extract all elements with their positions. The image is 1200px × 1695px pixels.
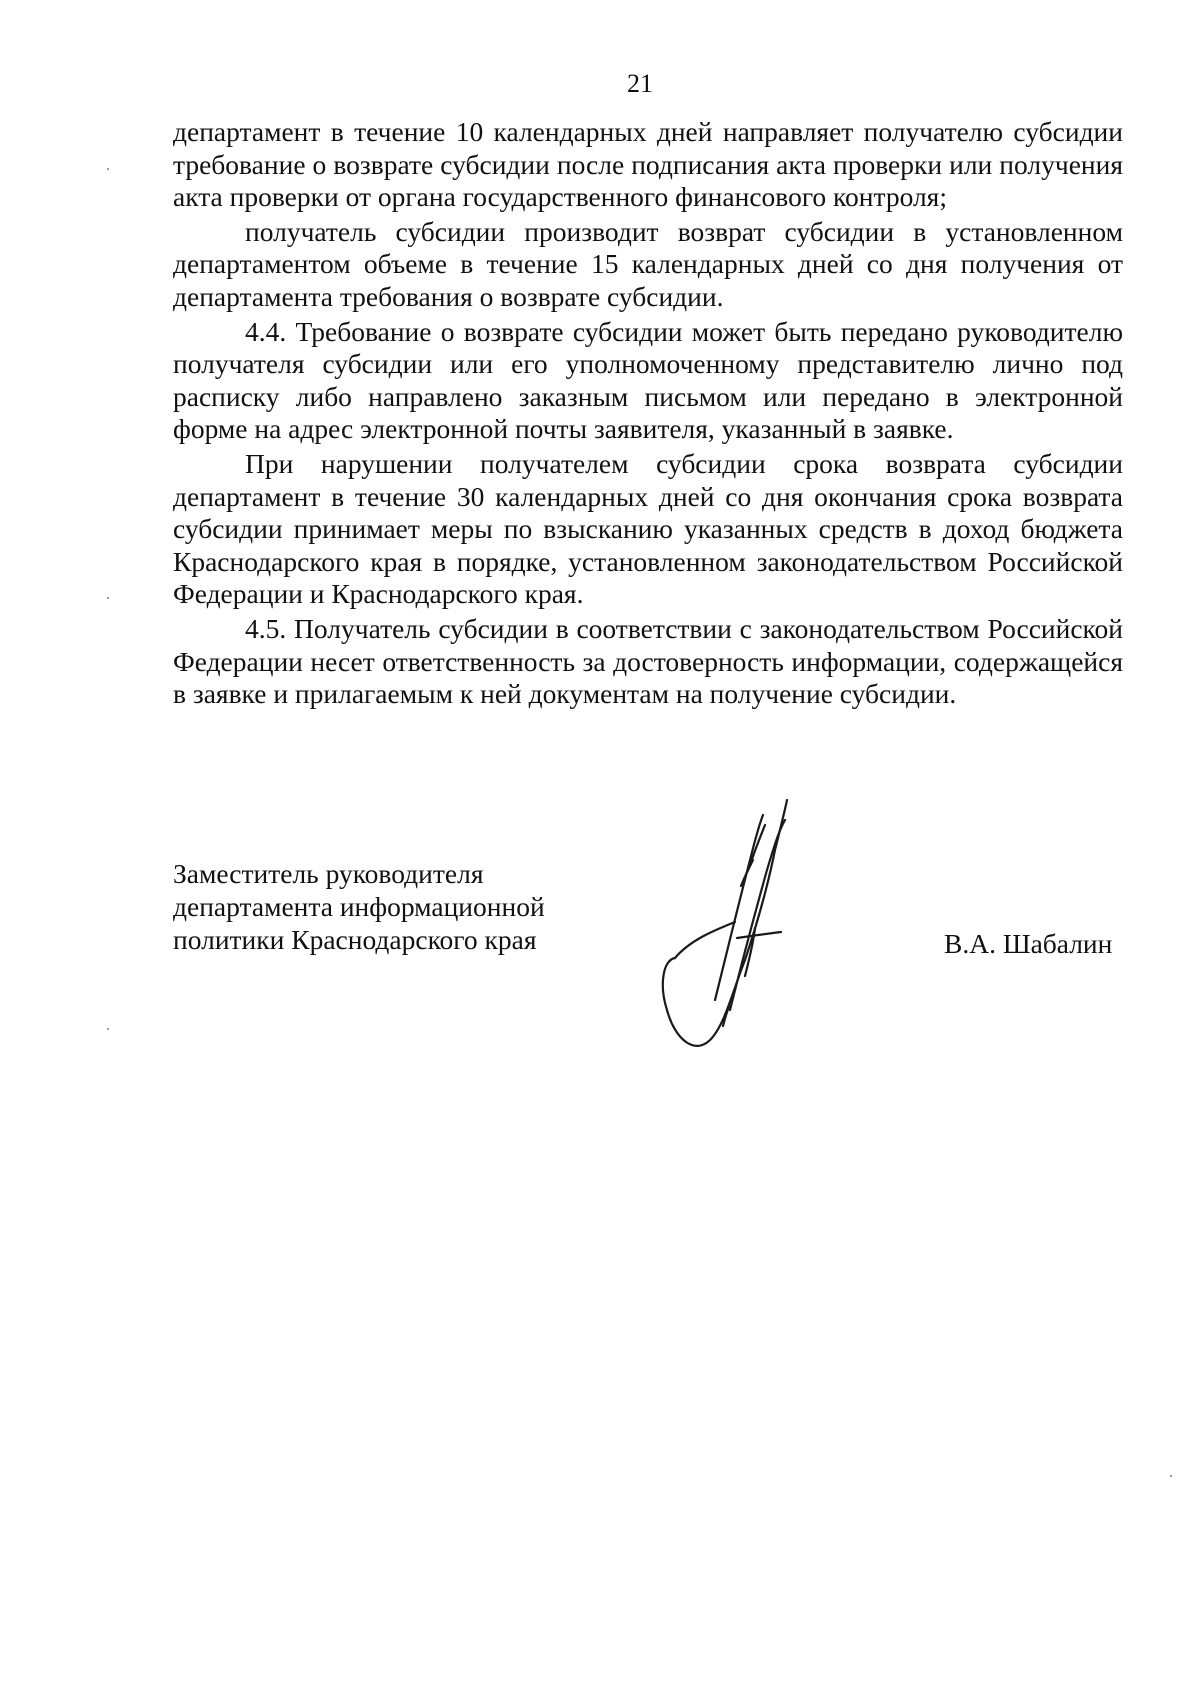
paragraph-3: 4.4. Требование о возврате субсидии может быть передано руководителю получателя субсидии или его уполномоченному представителю лично под расписку либо направлено заказным письмом или передано в электронной форме на адрес электронной почты заявителя, указанный в заявке. [173,315,1123,445]
paragraph-5: 4.5. Получатель субсидии в соответствии с законодательством Российской Федерации несет ответственность за достоверность информации, содержащейся в заявке и прилагаемым к ней документам на получение субсидии. [173,612,1123,710]
signature-stroke [730,820,785,1010]
signer-position-line: политики Краснодарского края [173,923,537,955]
paragraph-4: При нарушении получателем субсидии срока возврата субсидии департамент в течение 30 календарных дней со дня окончания срока возврата субсидии принимает меры по взысканию указанных средств в доход бюджета Краснодарского края в порядке, установленном законодательством Российской Федерации и Краснодарского края. [173,447,1123,610]
signer-position-line: Заместитель руководителя [173,858,484,889]
page-number: 21 [627,69,653,98]
scan-speck [107,168,109,170]
scan-speck [107,597,109,599]
scan-speck [1170,1475,1172,1477]
paragraph-1: департамент в течение 10 календарных дней направляет получателю субсидии требование о возврате субсидии после подписания акта проверки или получения акта проверки от органа государственного финансового контроля; [173,116,1123,213]
signature-stroke [737,932,781,938]
paragraph-2: получатель субсидии производит возврат субсидии в установленном департаментом объеме в течение 15 календарных дней со дня получения от департамента требования о возврате субсидии. [173,215,1123,312]
signature-stroke [663,800,787,1046]
signer-position-line: департамента информационной [173,890,545,922]
handwritten-signature [655,790,835,1080]
signer-name: В.А. Шабалин [944,928,1113,959]
document-body [173,116,1123,713]
signature-stroke [741,860,753,886]
scan-speck [107,1028,109,1030]
